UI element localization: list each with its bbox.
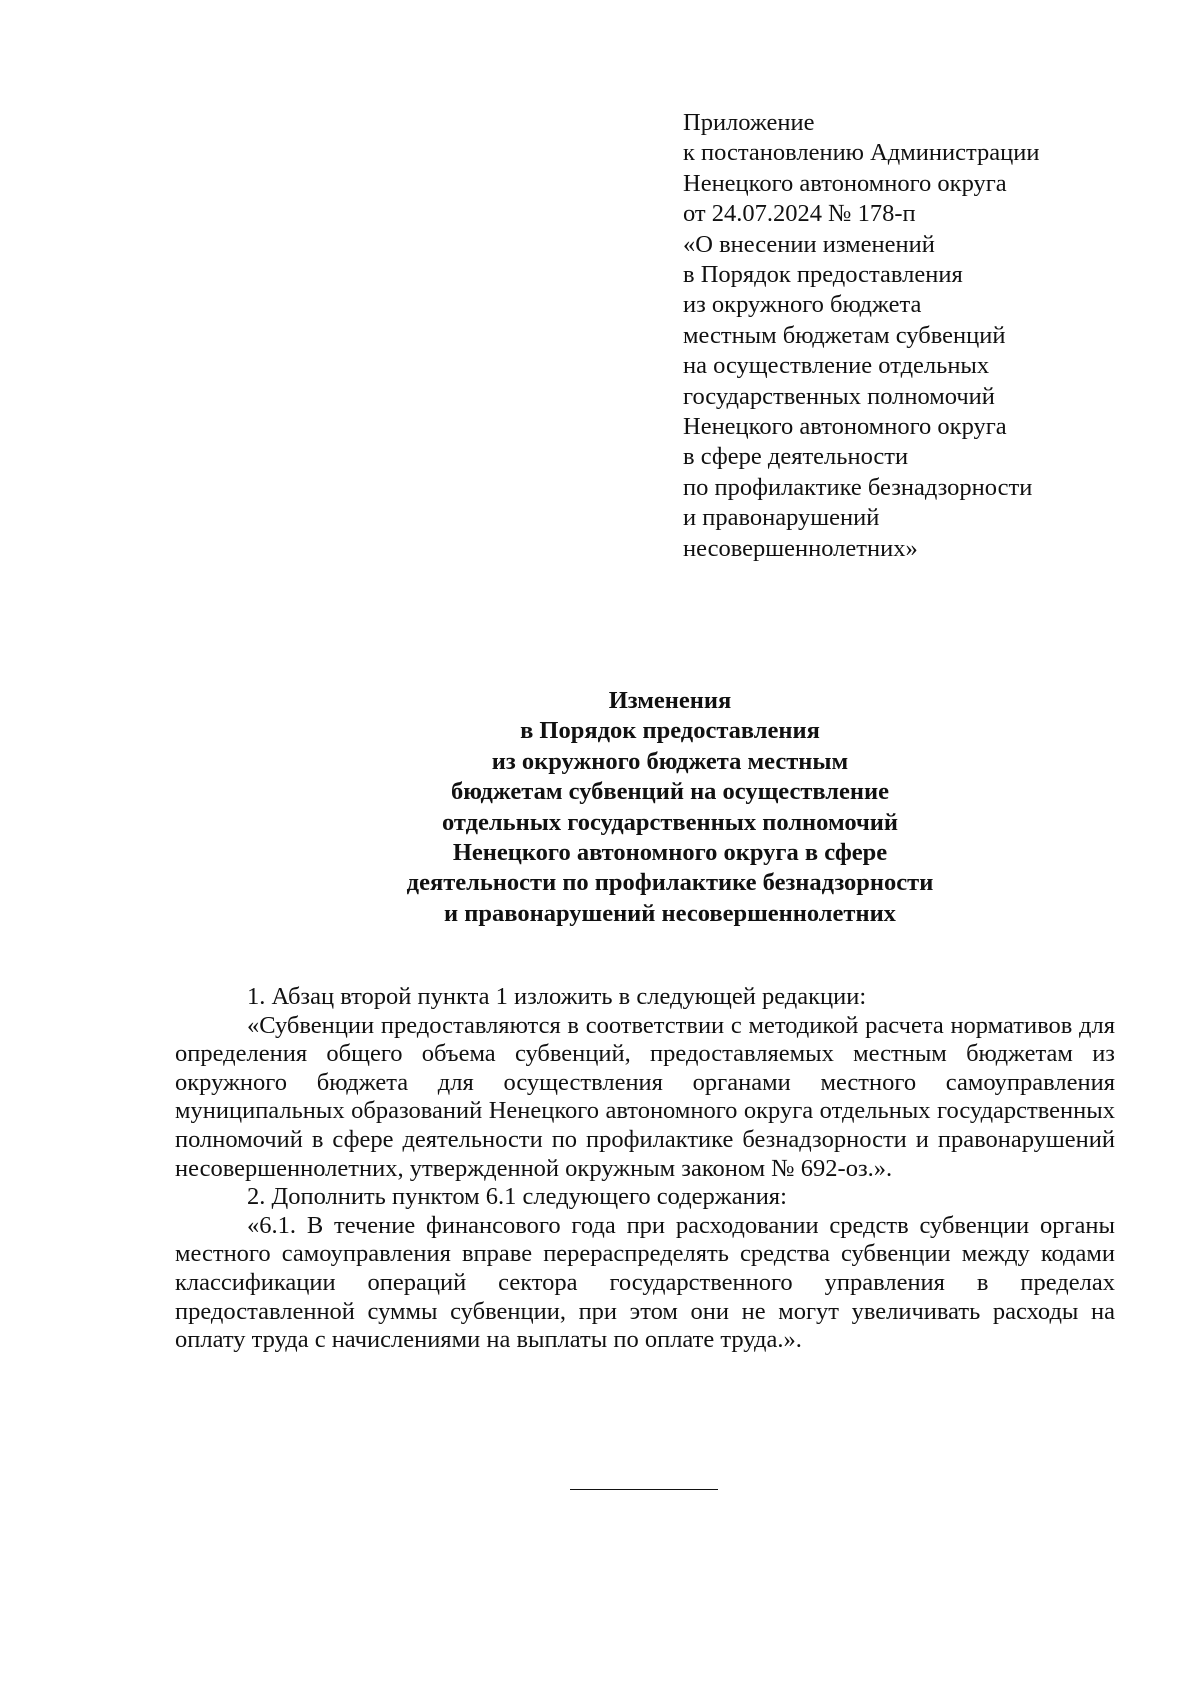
appendix-line: и правонарушений xyxy=(683,504,880,532)
document-heading xyxy=(170,686,1170,929)
heading-line: деятельности по профилактике безнадзорности xyxy=(406,869,934,897)
heading-line: в Порядок предоставления xyxy=(520,717,820,745)
appendix-line: несовершеннолетних» xyxy=(683,534,918,562)
heading-line: Ненецкого автономного округа в сфере xyxy=(452,839,888,867)
appendix-line: от 24.07.2024 № 178-п xyxy=(683,200,916,228)
heading-line: отдельных государственных полномочий xyxy=(442,808,898,836)
document-body xyxy=(175,983,1115,1355)
appendix-line: «О внесении изменений xyxy=(683,230,935,258)
body-paragraph: «Субвенции предоставляются в соответствии с методикой расчета нормативов для определения общего объема субвенций, предоставляемых местным бюджетам из окружного бюджета для осуществления органами местного самоуправления муниципальных образований Ненецкого автономного округа отдельных государственных полномочий в сфере деятельности по профилактике безнадзорности и правонарушений несовершеннолетних, утвержденной окружным законом № 692-оз.». xyxy=(175,1011,1115,1182)
body-paragraph: «6.1. В течение финансового года при расходовании средств субвенции органы местного самоуправления вправе перераспределять средства субвенции между кодами классификации операций сектора государственного управления в пределах предоставленной суммы субвенции, при этом они не могут увеличивать расходы на оплату труда с начислениями на выплаты по оплате труда.». xyxy=(175,1211,1115,1354)
heading-line: из окружного бюджета местным xyxy=(491,747,849,775)
appendix-line: из окружного бюджета xyxy=(683,291,922,319)
appendix-line: по профилактике безнадзорности xyxy=(683,473,1033,501)
body-paragraph: 2. Дополнить пунктом 6.1 следующего содержания: xyxy=(247,1183,787,1211)
appendix-line: Ненецкого автономного округа xyxy=(683,413,1007,441)
heading-line: и правонарушений несовершеннолетних xyxy=(444,899,896,927)
heading-line: Изменения xyxy=(608,687,732,714)
appendix-line: в сфере деятельности xyxy=(683,443,909,471)
appendix-block xyxy=(683,108,1183,564)
appendix-line: Приложение xyxy=(683,109,815,136)
heading-line: бюджетам субвенций на осуществление xyxy=(450,778,890,806)
body-paragraph: 1. Абзац второй пункта 1 изложить в следующей редакции: xyxy=(247,983,867,1010)
appendix-line: Ненецкого автономного округа xyxy=(683,169,1007,197)
appendix-line: местным бюджетам субвенций xyxy=(683,321,1006,349)
appendix-line: государственных полномочий xyxy=(683,382,995,410)
closing-divider xyxy=(570,1489,718,1490)
appendix-line: в Порядок предоставления xyxy=(683,261,963,289)
appendix-line: к постановлению Администрации xyxy=(683,139,1040,167)
appendix-line: на осуществление отдельных xyxy=(683,352,990,380)
